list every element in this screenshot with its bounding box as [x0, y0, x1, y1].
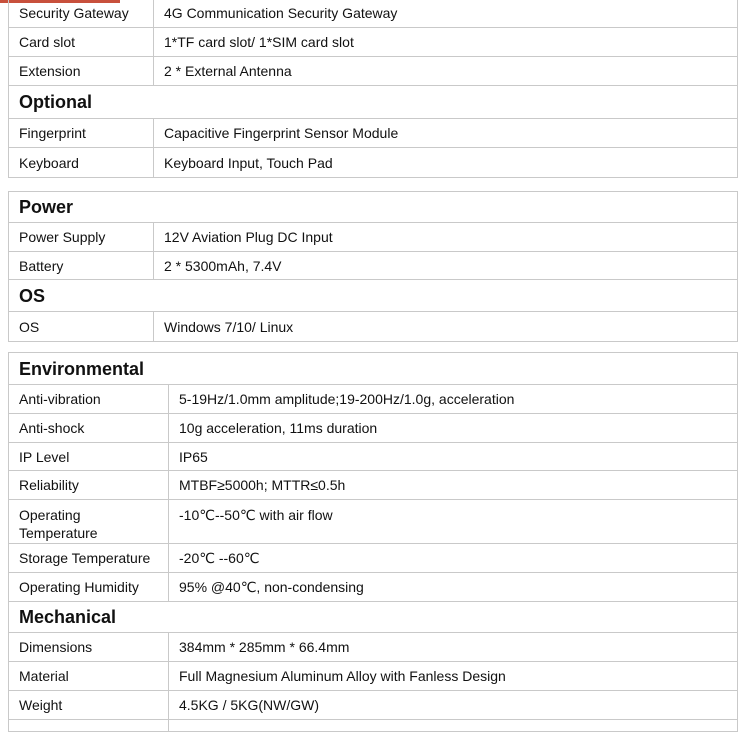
- table-row: [9, 0, 738, 28]
- table-row: [9, 662, 738, 691]
- row-label-battery: Battery: [9, 252, 154, 280]
- row-value-anti-shock: 10g acceleration, 11ms duration: [169, 414, 738, 443]
- table-row: [9, 500, 738, 544]
- table-row: [9, 148, 738, 178]
- row-value-battery: 2 * 5300mAh, 7.4V: [154, 252, 738, 280]
- section-heading-row: [9, 602, 738, 633]
- row-label-extension: Extension: [9, 57, 154, 86]
- row-label-storage-temperature: Storage Temperature: [9, 544, 169, 573]
- row-label-keyboard: Keyboard: [9, 148, 154, 178]
- table-row: [9, 312, 738, 342]
- row-label-os: OS: [9, 312, 154, 342]
- spec-table-power-os: [8, 191, 738, 342]
- table-row-cut-off: [9, 720, 738, 732]
- table-row: [9, 252, 738, 280]
- table-row: [9, 414, 738, 443]
- spec-table-environmental-mechanical: [8, 352, 738, 732]
- row-value-card-slot: 1*TF card slot/ 1*SIM card slot: [154, 28, 738, 57]
- row-value-weight: 4.5KG / 5KG(NW/GW): [169, 691, 738, 720]
- row-value-material: Full Magnesium Aluminum Alloy with Fanless Design: [169, 662, 738, 691]
- section-heading-mechanical: Mechanical: [9, 602, 738, 633]
- row-label-security-gateway: Security Gateway: [9, 0, 154, 28]
- row-value-os: Windows 7/10/ Linux: [154, 312, 738, 342]
- row-value-fingerprint: Capacitive Fingerprint Sensor Module: [154, 119, 738, 148]
- row-label-reliability: Reliability: [9, 471, 169, 500]
- section-heading-row: [9, 353, 738, 385]
- row-label-operating-humidity: Operating Humidity: [9, 573, 169, 602]
- row-label-ip-level: IP Level: [9, 443, 169, 471]
- row-label-fingerprint: Fingerprint: [9, 119, 154, 148]
- table-row: [9, 385, 738, 414]
- row-label-anti-vibration: Anti-vibration: [9, 385, 169, 414]
- table-row: [9, 28, 738, 57]
- row-value-security-gateway: 4G Communication Security Gateway: [154, 0, 738, 28]
- table-row: [9, 633, 738, 662]
- row-value-keyboard: Keyboard Input, Touch Pad: [154, 148, 738, 178]
- row-value-anti-vibration: 5-19Hz/1.0mm amplitude;19-200Hz/1.0g, acceleration: [169, 385, 738, 414]
- row-label-dimensions: Dimensions: [9, 633, 169, 662]
- section-heading-os: OS: [9, 280, 738, 312]
- section-heading-row: [9, 280, 738, 312]
- section-heading-power: Power: [9, 192, 738, 223]
- row-label-weight: Weight: [9, 691, 169, 720]
- table-row: [9, 57, 738, 86]
- row-value-dimensions: 384mm * 285mm * 66.4mm: [169, 633, 738, 662]
- row-value-ip-level: IP65: [169, 443, 738, 471]
- row-value-operating-humidity: 95% @40℃, non-condensing: [169, 573, 738, 602]
- row-value-extension: 2 * External Antenna: [154, 57, 738, 86]
- row-label-operating-temperature: Operating Temperature: [9, 500, 169, 544]
- row-label-anti-shock: Anti-shock: [9, 414, 169, 443]
- table-row: [9, 691, 738, 720]
- row-label-power-supply: Power Supply: [9, 223, 154, 252]
- row-label-cut-off: [9, 720, 169, 732]
- section-heading-optional: Optional: [9, 86, 738, 119]
- table-row: [9, 443, 738, 471]
- row-label-material: Material: [9, 662, 169, 691]
- section-heading-row: [9, 192, 738, 223]
- row-label-card-slot: Card slot: [9, 28, 154, 57]
- row-value-storage-temperature: -20℃ --60℃: [169, 544, 738, 573]
- section-heading-row: [9, 86, 738, 119]
- table-row: [9, 119, 738, 148]
- table-row: [9, 544, 738, 573]
- table-row: [9, 471, 738, 500]
- section-heading-environmental: Environmental: [9, 353, 738, 385]
- table-row: [9, 223, 738, 252]
- row-value-operating-temperature: -10℃--50℃ with air flow: [169, 500, 738, 544]
- spec-table-general: [8, 0, 738, 178]
- row-value-reliability: MTBF≥5000h; MTTR≤0.5h: [169, 471, 738, 500]
- row-value-cut-off: [169, 720, 738, 732]
- row-value-power-supply: 12V Aviation Plug DC Input: [154, 223, 738, 252]
- table-row: [9, 573, 738, 602]
